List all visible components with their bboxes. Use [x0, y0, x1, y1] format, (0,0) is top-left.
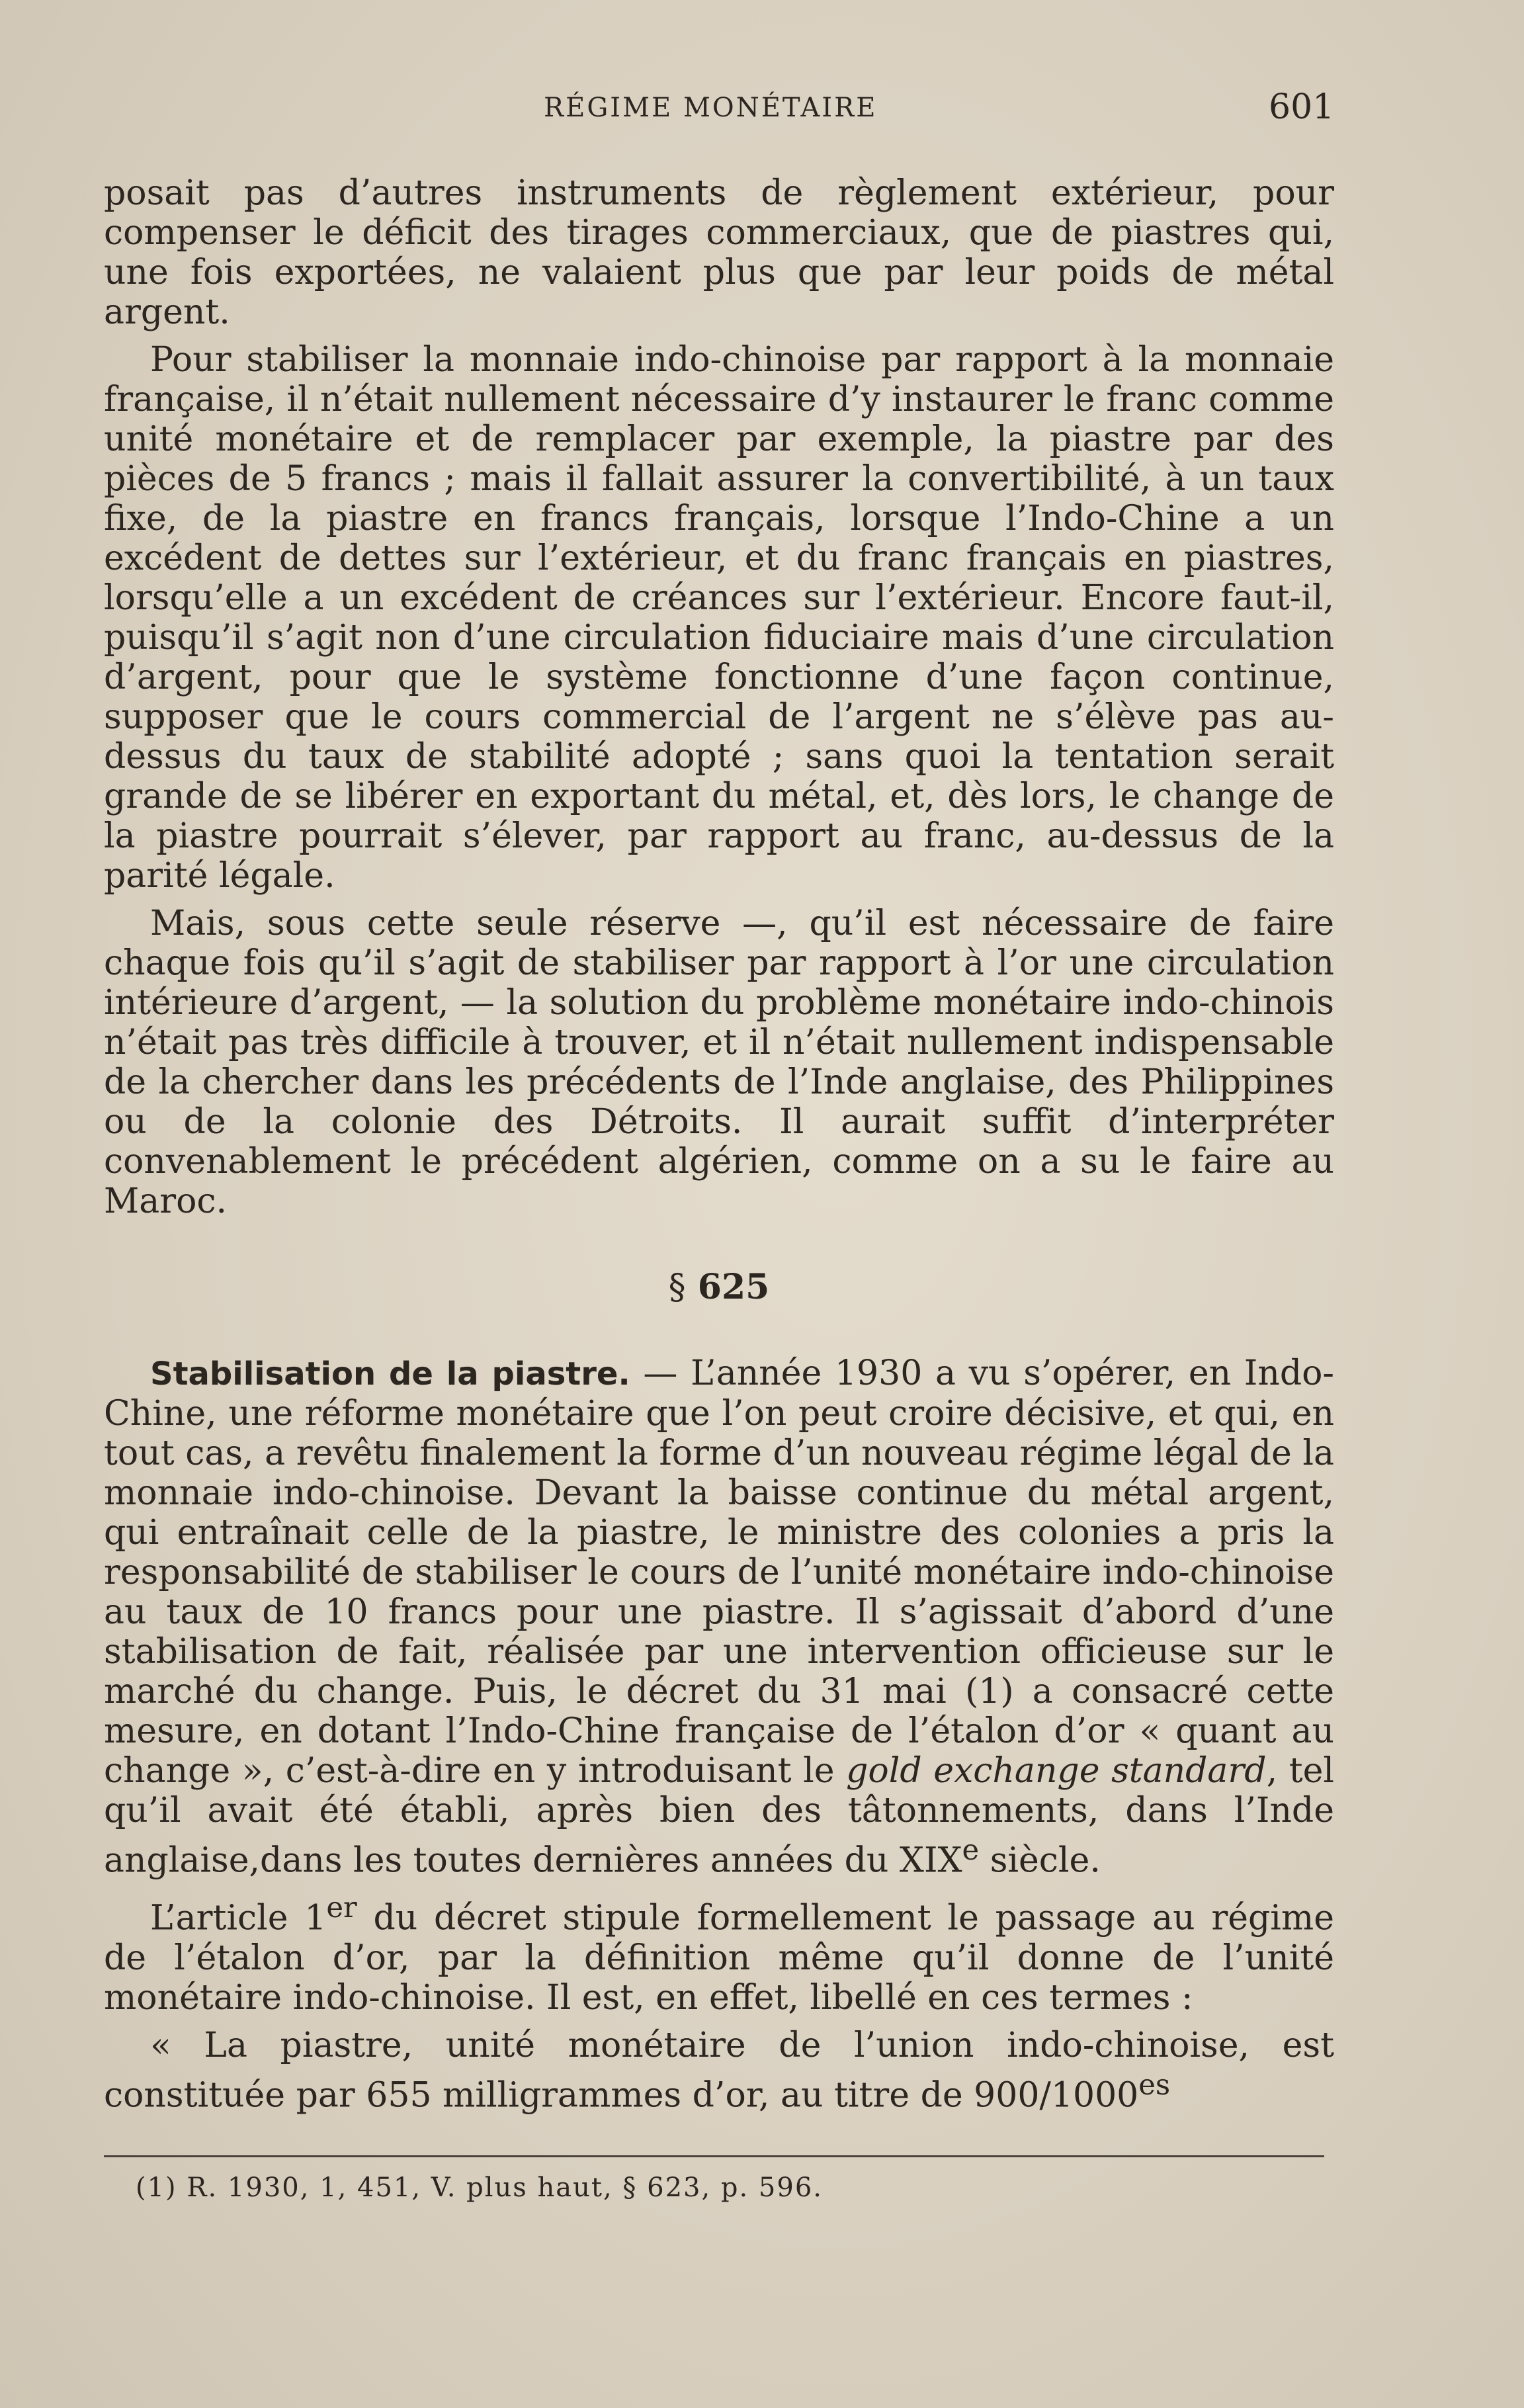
paragraph-reserve: Mais, sous cette seule réserve —, qu’il est nécessaire de faire chaque fois qu’il s’agit de stabiliser par rapport à l’or une circulation intérieure d’argent, — la solution du problème monétaire indo-chinois n’était pas très difficile à trouver, et il n’était nullement indispensable de la chercher dans les précédents de l’Inde anglaise, des Philippines ou de la colonie des Détroits. Il aurait suffit d’interpréter convenablement le précédent algérien, comme on a su le faire au Maroc. — [104, 904, 1334, 1221]
superscript: er — [326, 1891, 357, 1925]
paragraph-stabiliser: Pour stabiliser la monnaie indo-chinoise par rapport à la monnaie française, il n’était nullement nécessaire d’y instaurer le franc comme unité monétaire et de remplacer par exemple, la piastre par des pièces de 5 francs ; mais il fallait assurer la convertibilité, à un taux fixe, de la piastre en francs français, lorsque l’Indo-Chine a un excédent de dettes sur l’extérieur, et du franc français en piastres, lorsqu’elle a un excédent de créances sur l’extérieur. Encore faut-il, puisqu’il s’agit non d’une circulation fiduciaire mais d’une circulation d’argent, pour que le système fonctionne d’une façon continue, supposer que le cours commercial de l’argent ne s’élève pas au-dessus du taux de stabilité adopté ; sans quoi la tentation serait grande de se libérer en exportant du métal, et, dès lors, le change de la piastre pourrait s’élever, par rapport au franc, au-dessus de la parité légale. — [104, 340, 1334, 896]
superscript: e — [962, 1834, 980, 1867]
text-run: L’article 1 — [150, 1898, 327, 1938]
superscript: es — [1138, 2068, 1171, 2102]
paragraph-lead-title: Stabilisation de la piastre. — [150, 1355, 630, 1393]
paragraph-quote — [104, 2026, 1334, 2115]
text-run: du décret stipule formellement le passage au régime de l’étalon d’or, par la définition même qu’il donne de l’unité monétaire indo-chinoise. Il est, en effet, libellé en ces termes : — [104, 1898, 1334, 2018]
text-run: — L’année 1930 a vu s’opérer, en Indo-Chine, une réforme monétaire que l’on peut croire décisive, et qui, en tout cas, a revêtu finalement la forme d’un nouveau régime légal de la monnaie indo-chinoise. Devant la baisse continue du métal argent, qui entraînait celle de la piastre, le ministre des colonies a pris la responsabilité de stabiliser le cours de l’unité monétaire indo-chinoise au taux de 10 francs pour une piastre. Il s’agissait d’abord d’une stabilisation de fait, réalisée par une intervention officieuse sur le marché du change. Puis, le décret du 31 mai (1) a consacré cette mesure, en dotant l’Indo-Chine française de l’étalon d’or « quant au change », c’est-à-dire en y introduisant le — [104, 1354, 1334, 1791]
text-run: , tel qu’il avait été établi, après bien des tâtonnements, dans l’Inde anglaise,dans les toutes dernières années du XIX — [104, 1751, 1335, 1881]
paragraph-article — [104, 1888, 1334, 2017]
paragraph-stabilisation — [104, 1354, 1334, 1880]
running-title: RÉGIME MONÉTAIRE — [544, 93, 878, 123]
footnote: (1) R. 1930, 1, 451, V. plus haut, § 623, p. 596. — [136, 2172, 823, 2203]
page-header — [0, 87, 1524, 139]
italic-term: gold exchange standard — [846, 1751, 1267, 1791]
page-number: 601 — [1269, 87, 1335, 127]
text-run: siècle. — [979, 1840, 1101, 1881]
text-run: « La piastre, unité monétaire de l’union indo-chinoise, est constituée par 655 milligrammes d’or, au titre de 900/1000 — [104, 2025, 1334, 2115]
paragraph-continued: posait pas d’autres instruments de règlement extérieur, pour compenser le déficit des tirages commerciaux, que de piastres qui, une fois exportées, ne valaient plus que par leur poids de métal argent. — [104, 173, 1334, 332]
section-heading — [104, 1268, 1334, 1307]
section-symbol: § — [668, 1268, 686, 1307]
footnote-rule — [104, 2155, 1324, 2157]
body-text — [104, 173, 1334, 2123]
section-number: 625 — [697, 1267, 770, 1307]
